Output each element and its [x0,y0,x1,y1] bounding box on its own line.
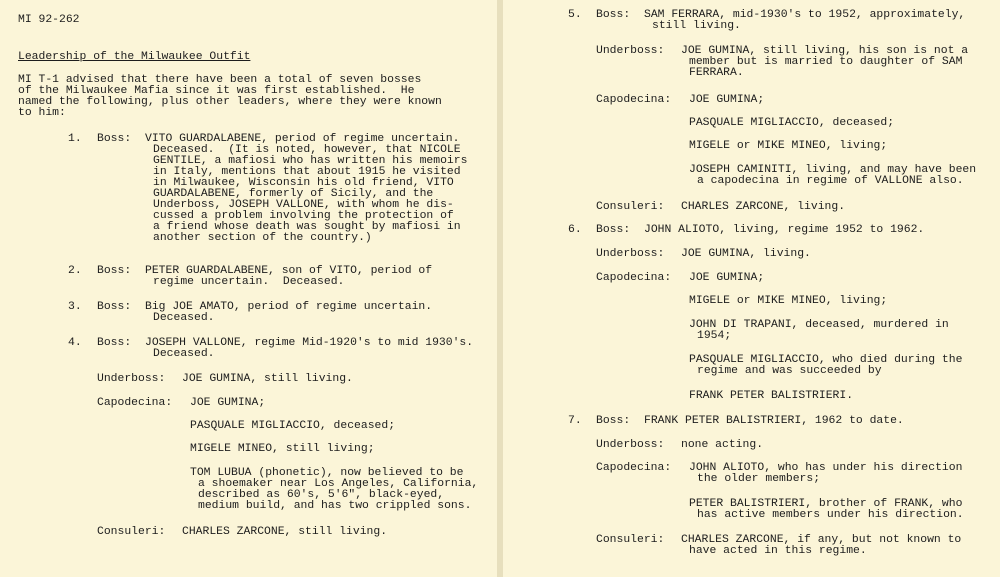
item-text: still living. [652,20,741,32]
role-label: Boss: [97,301,132,313]
capodecina-entry: described as 60's, 5'6", black-eyed, [198,489,445,501]
capodecina-entry: JOHN ALIOTO, who has under his direction [689,462,963,474]
item-text: JOSEPH VALLONE, regime Mid-1920's to mid 1930's. [145,337,474,349]
capodecina-entry: PETER BALISTRIERI, brother of FRANK, who [689,498,963,510]
item-text: Deceased. [153,312,215,324]
item-text: SAM FERRARA, mid-1930's to 1952, approximately, [644,9,966,21]
capodecina-entry: 1954; [697,330,732,342]
document-id: MI 92-262 [18,14,80,26]
capodecina-entry: medium build, and has two crippled sons. [198,500,472,512]
section-heading: Leadership of the Milwaukee Outfit [18,51,251,63]
item-number: 5. [568,9,582,21]
consuleri-label: Consuleri: [97,526,166,538]
capodecina-entry: MIGELE or MIKE MINEO, living; [689,140,888,152]
underboss-text: FERRARA. [689,67,744,79]
capodecina-entry: TOM LUBUA (phonetic), now believed to be [190,467,464,479]
underboss-text: member but is married to daughter of SAM [689,56,963,68]
item-text: another section of the country.) [153,232,372,244]
underboss-label: Underboss: [596,248,665,260]
role-label: Boss: [97,133,132,145]
item-number: 2. [68,265,82,277]
item-text: GENTILE, a mafiosi who has written his memoirs [153,155,468,167]
item-text: cussed a problem involving the protection of [153,210,454,222]
underboss-label: Underboss: [596,45,665,57]
consuleri-text: have acted in this regime. [689,545,867,557]
underboss-text: JOE GUMINA, living. [681,248,811,260]
capodecina-entry: PASQUALE MIGLIACCIO, deceased; [689,117,895,129]
item-text: PETER GUARDALABENE, son of VITO, period of [145,265,433,277]
item-text: regime uncertain. Deceased. [153,276,345,288]
left-page [0,0,497,577]
capodecina-entry: PASQUALE MIGLIACCIO, who died during the [689,354,963,366]
capodecina-entry: JOE GUMINA; [689,94,765,106]
role-label: Boss: [97,337,132,349]
item-text: GUARDALABENE, formerly of Sicily, and the [153,188,434,200]
item-text: Deceased. (It is noted, however, that NICOLE [153,144,461,156]
item-number: 4. [68,337,82,349]
underboss-label: Underboss: [596,439,665,451]
item-text: in Italy, mentions that about 1915 he visited [153,166,461,178]
capodecina-label: Capodecina: [596,94,672,106]
role-label: Boss: [596,9,631,21]
item-text: FRANK PETER BALISTRIERI, 1962 to date. [644,415,904,427]
capodecina-entry: FRANK PETER BALISTRIERI. [689,390,854,402]
intro-line: to him: [18,107,66,119]
capodecina-entry: a shoemaker near Los Angeles, California, [198,478,479,490]
intro-line: of the Milwaukee Mafia since it was first established. He [18,85,415,97]
consuleri-text: CHARLES ZARCONE, still living. [182,526,388,538]
underboss-label: Underboss: [97,373,166,385]
role-label: Boss: [596,415,631,427]
underboss-text: JOE GUMINA, still living. [182,373,353,385]
right-page [503,0,1000,577]
intro-line: MI T-1 advised that there have been a total of seven bosses [18,74,422,86]
consuleri-text: CHARLES ZARCONE, living. [681,201,846,213]
capodecina-entry: JOE GUMINA; [689,272,765,284]
item-text: Deceased. [153,348,215,360]
capodecina-entry: JOE GUMINA; [190,397,266,409]
item-number: 3. [68,301,82,313]
role-label: Boss: [97,265,132,277]
item-text: a friend whose death was sought by mafiosi in [153,221,461,233]
capodecina-entry: a capodecina in regime of VALLONE also. [697,175,964,187]
capodecina-entry: regime and was succeeded by [697,365,882,377]
capodecina-entry: JOSEPH CAMINITI, living, and may have been [689,164,977,176]
capodecina-entry: PASQUALE MIGLIACCIO, deceased; [190,420,396,432]
consuleri-label: Consuleri: [596,534,665,546]
capodecina-entry: MIGELE or MIKE MINEO, living; [689,295,888,307]
capodecina-entry: MIGELE MINEO, still living; [190,443,375,455]
role-label: Boss: [596,224,631,236]
item-text: Underboss, JOSEPH VALLONE, with whom he dis- [153,199,454,211]
item-number: 7. [568,415,582,427]
consuleri-text: CHARLES ZARCONE, if any, but not known to [681,534,962,546]
capodecina-label: Capodecina: [596,462,672,474]
underboss-text: none acting. [681,439,764,451]
capodecina-label: Capodecina: [97,397,173,409]
consuleri-label: Consuleri: [596,201,665,213]
item-text: JOHN ALIOTO, living, regime 1952 to 1962. [644,224,925,236]
item-text: Big JOE AMATO, period of regime uncertain. [145,301,433,313]
capodecina-entry: JOHN DI TRAPANI, deceased, murdered in [689,319,949,331]
item-number: 1. [68,133,82,145]
item-number: 6. [568,224,582,236]
capodecina-entry: the older members; [697,473,821,485]
item-text: VITO GUARDALABENE, period of regime uncertain. [145,133,460,145]
capodecina-label: Capodecina: [596,272,672,284]
intro-line: named the following, plus other leaders, where they were known [18,96,442,108]
underboss-text: JOE GUMINA, still living, his son is not a [681,45,969,57]
capodecina-entry: has active members under his direction. [697,509,964,521]
item-text: in Milwaukee, Wisconsin his old friend, VITO [153,177,454,189]
